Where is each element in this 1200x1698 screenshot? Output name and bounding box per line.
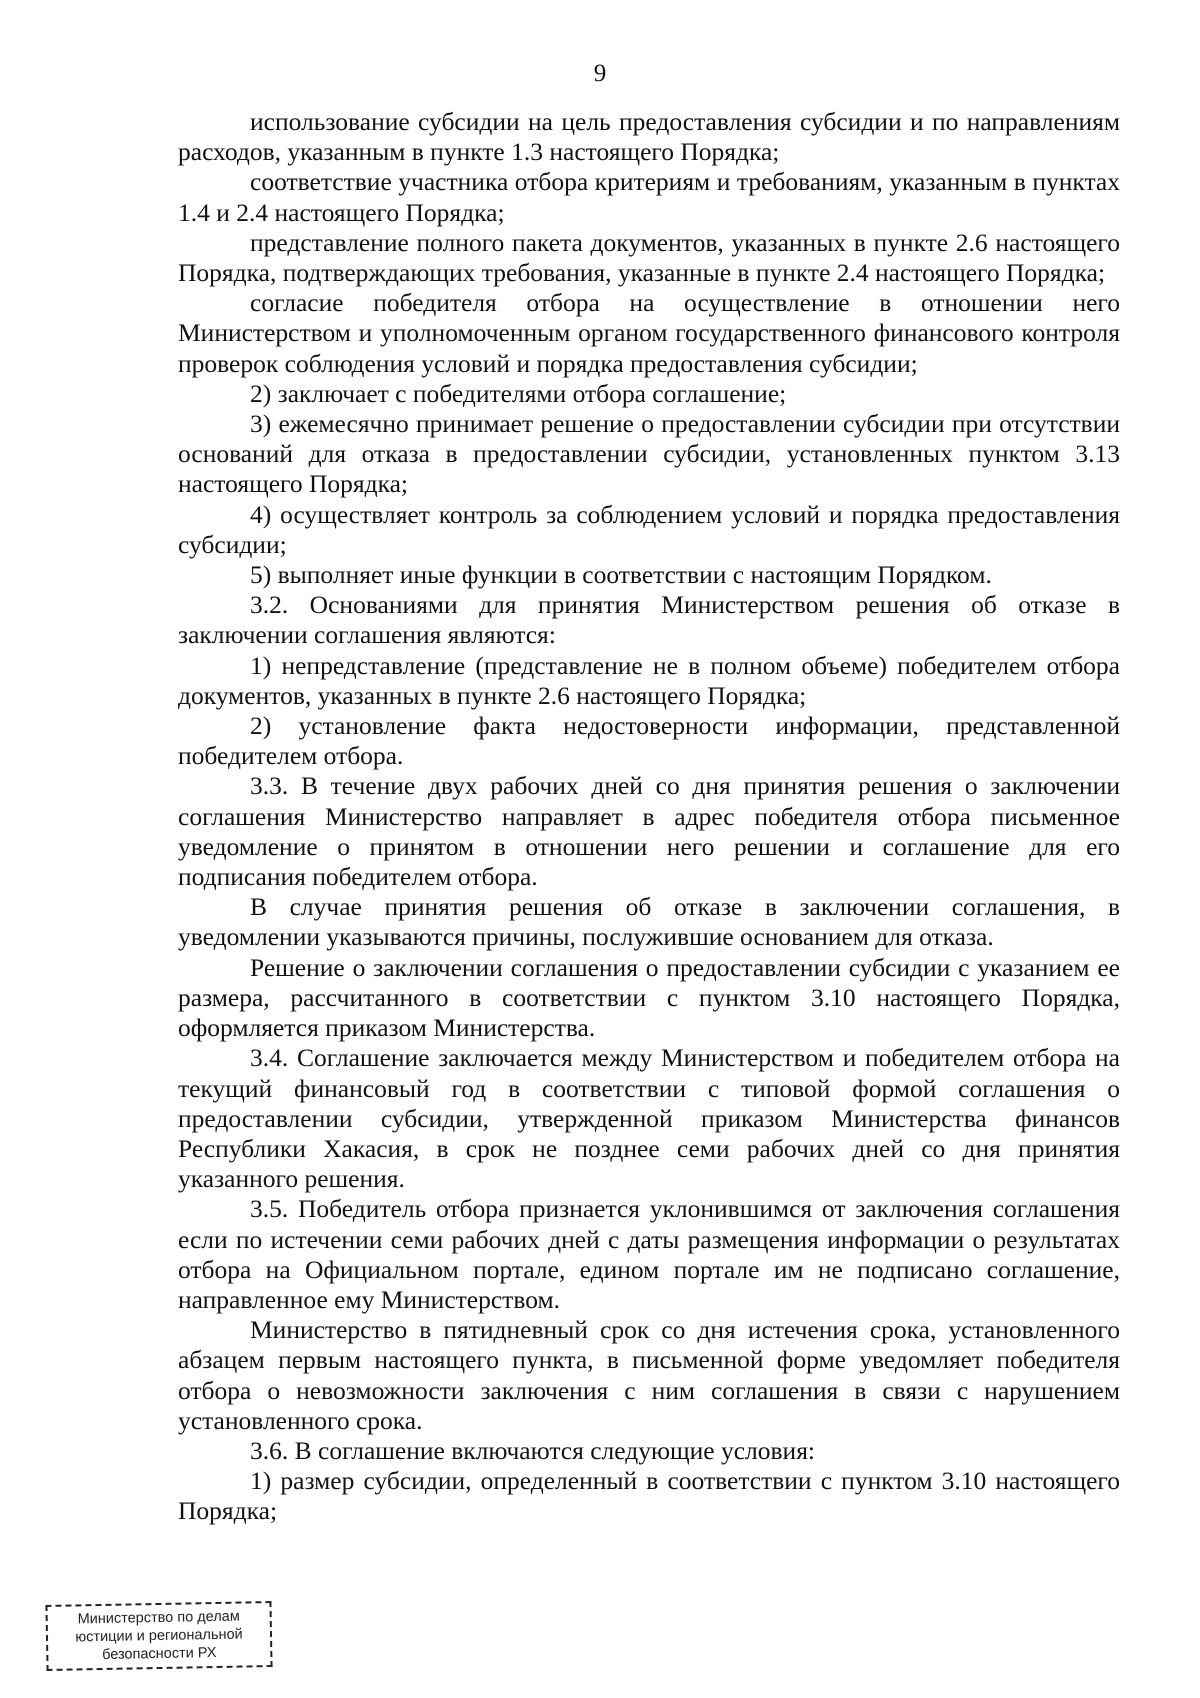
paragraph: согласие победителя отбора на осуществление в отношении него Министерством и уполномоченным органом государственного финансового контроля проверок соблюдения условий и порядка предоставления субсидии; [178, 288, 1120, 378]
paragraph: 3.6. В соглашение включаются следующие условия: [250, 1435, 816, 1465]
paragraph: 2) установление факта недостоверности информации, представленной победителем отбора. [178, 711, 1120, 771]
page-number: 9 [593, 60, 607, 87]
paragraph: представление полного пакета документов, указанных в пункте 2.6 настоящего Порядка, подтверждающих требования, указанные в пункте 2.4 настоящего Порядка; [178, 227, 1120, 288]
paragraph: 3.2. Основаниями для принятия Министерством решения об отказе в заключении соглашения являются: [178, 590, 1120, 650]
paragraph: 5) выполняет иные функции в соответствии с настоящим Порядком. [250, 560, 992, 590]
paragraph: 3.5. Победитель отбора признается уклонившимся от заключения соглашения если по истечении семи рабочих дней с даты размещения информации о результатах отбора на Официальном портале, едином портале им не подписано соглашение, направленное ему Министерством. [178, 1194, 1120, 1314]
paragraph: использование субсидии на цель предоставления субсидии и по направлениям расходов, указанным в пункте 1.3 настоящего Порядка; [178, 107, 1120, 167]
ministry-stamp [45, 1601, 272, 1671]
paragraph: 3.4. Соглашение заключается между Министерством и победителем отбора на текущий финансовый год в соответствии с типовой формой соглашения о предоставлении субсидии, утвержденной приказом Министерства финансов Республики Хакасия, в срок не позднее семи рабочих дней со дня принятия указанного решения. [178, 1043, 1120, 1194]
paragraph: соответствие участника отбора критериям и требованиям, указанным в пунктах 1.4 и 2.4 настоящего Порядка; [178, 167, 1120, 227]
stamp-line: безопасности РХ [101, 1645, 217, 1663]
stamp-line: юстиции и региональной [75, 1626, 243, 1646]
paragraph: 3) ежемесячно принимает решение о предоставлении субсидии при отсутствии оснований для отказа в предоставлении субсидии, установленных пунктом 3.13 настоящего Порядка; [178, 409, 1120, 499]
paragraph: 2) заключает с победителями отбора соглашение; [250, 378, 787, 408]
paragraph: 1) непредставление (представление не в полном объеме) победителем отбора документов, указанных в пункте 2.6 настоящего Порядка; [178, 650, 1120, 710]
paragraph: 1) размер субсидии, определенный в соответствии с пунктом 3.10 настоящего Порядка; [178, 1466, 1120, 1526]
document-body [178, 107, 1120, 1527]
stamp-line: Министерство по делам [77, 1608, 240, 1628]
paragraph: 4) осуществляет контроль за соблюдением условий и порядка предоставления субсидии; [178, 499, 1120, 559]
paragraph: Министерство в пятидневный срок со дня истечения срока, установленного абзацем первым настоящего пункта, в письменной форме уведомляет победителя отбора о невозможности заключения с ним соглашения в связи с нарушением установленного срока. [178, 1315, 1120, 1435]
paragraph: В случае принятия решения об отказе в заключении соглашения, в уведомлении указываются причины, послужившие основанием для отказа. [178, 892, 1120, 952]
paragraph: Решение о заключении соглашения о предоставлении субсидии с указанием ее размера, рассчитанного в соответствии с пунктом 3.10 настоящего Порядка, оформляется приказом Министерства. [178, 952, 1120, 1043]
paragraph: 3.3. В течение двух рабочих дней со дня принятия решения о заключении соглашения Министерство направляет в адрес победителя отбора письменное уведомление о принятом в отношении него решении и соглашение для его подписания победителем отбора. [178, 771, 1120, 892]
